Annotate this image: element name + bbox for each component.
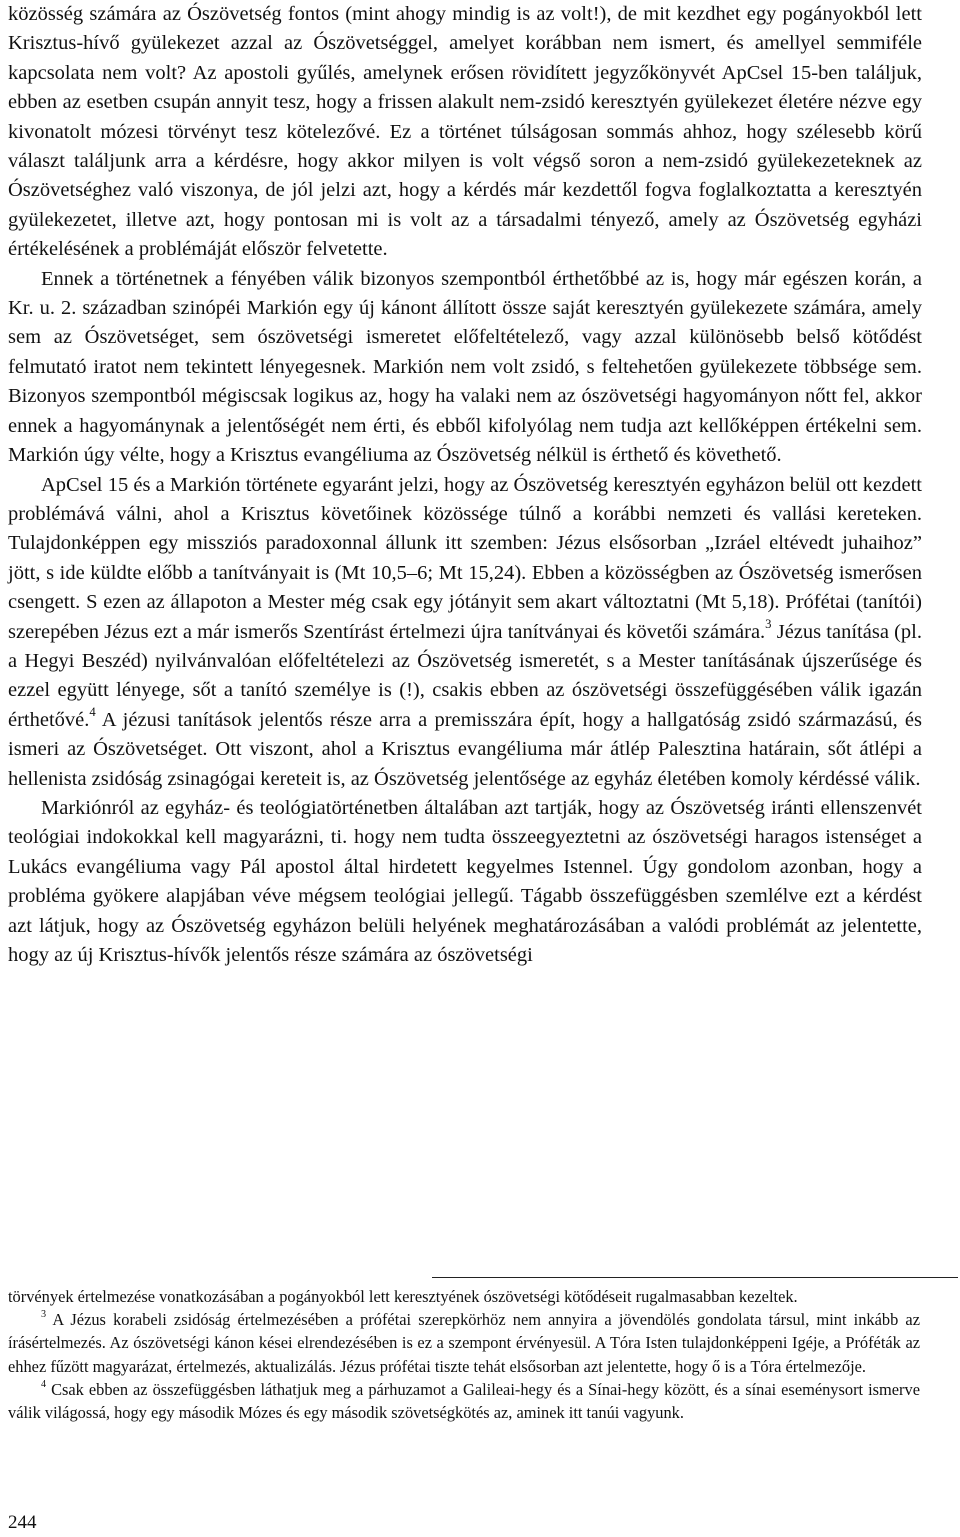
- footnotes: [8, 1285, 920, 1424]
- footnote-3: [8, 1308, 920, 1378]
- paragraph-4: Markiónról az egyház- és teológiatörténetben általában azt tartják, hogy az Ószövetség iránti ellenszenvét teológiai indokokkal kell magyarázni, ti. hogy nem tudta összeegyeztetni az ószövetségi haragos istenséget a Lukács evangéliuma vagy Pál apostol által hirdetett kegyelmes Istennel. Úgy gondolom azonban, hogy a probléma gyökere alapjában véve mégsem teológiai jellegű. Tágabb összefüggésben szemlélve ezt a kérdést azt látjuk, hogy az Ószövetség egyházon belüli helyének meghatározásában a valódi problémát az jelentette, hogy az új Krisztus-hívők jelentős része számára az ószövetségi: [8, 796, 922, 966]
- footnote-4-text: Csak ebben az összefüggésben láthatjuk meg a párhuzamot a Galileai-hegy és a Sínai-hegy között, és a sínai eseménysort ismerve válik világossá, hogy egy második Mózes és egy második szövetségkötés az, aminek itt tanúi vagyunk.: [8, 1379, 920, 1423]
- paragraph-2: Ennek a történetnek a fényében válik bizonyos szempontból érthetőbbé az is, hogy már egészen korán, a Kr. u. 2. században szinópéi Markión egy új kánont állított össze saját keresztyén gyülekezete számára, amely sem az Ószövetséget, sem ószövetségi ismeretet előfeltételező, vagy azzal különösebb belső kötődést felmutató iratot nem tekintett lényegesnek. Markión nem volt zsidó, s feltehetően gyülekezete többsége sem. Bizonyos szempontból mégiscsak logikus az, hogy ha valaki nem az ószövetségi hagyományon nőtt fel, akkor ennek a hagyománynak a jelentőségét nem érti, és ebből kifolyólag nem tudja azt kellőképpen értékelni sem. Markión úgy vélte, hogy a Krisztus evangéliuma az Ószövetség nélkül is érthető és követhető.: [8, 267, 922, 467]
- page-number: 244: [8, 1512, 37, 1533]
- paragraph-3-part-1: ApCsel 15 és a Markión története egyaránt jelzi, hogy az Ószövetség keresztyén egyházon belül ott kezdett problémává válni, ahol a Krisztus követőinek közössége túlnő a korábbi nemzeti és vallási kereteken. Tulajdonképpen egy missziós paradoxonnal állunk itt szemben: Jézus elsősorban „Izráel eltévedt juhaihoz” jött, s ide küldte előbb a tanítványait is (Mt 10,5–6; Mt 15,24). Ebben a közösségben az Ószövetség ismerősen csengett. S ezen az állapoton a Mester még csak egy jótányit sem akart változtatni (Mt 5,18). Prófétai (tanítói) szerepében Jézus ezt a már ismerős Szentírást értelmezi újra tanítványai és követői számára.: [8, 473, 922, 643]
- footnote-ref-4[interactable]: 4: [89, 705, 96, 720]
- footnote-3-text: A Jézus korabeli zsidóság értelmezésében a prófétai szerepkörhöz nem annyira a jövendölés gondolata társul, mint inkább az írásértelmezés. Az ószövetségi kánon kései elrendezésében is ez a szempont érvényesül. A Tóra Isten tulajdonképpeni Igéje, a Próféták az ehhez fűzött magyarázat, értelmezés, aktualizálás. Jézus prófétai tiszte tehát elsősorban azt jelentette, hogy ő is a Tóra értelmezője.: [8, 1310, 920, 1376]
- footnote-ref-3[interactable]: 3: [765, 616, 772, 631]
- paragraph-3-part-3: A jézusi tanítások jelentős része arra a premisszára épít, hogy a hallgatóság zsidó származású, és ismeri az Ószövetséget. Ott viszont, ahol a Krisztus evangéliuma már átlép Palesztina határain, sőt átlépi a hellenista zsidóság zsinagógai kereteit is, az Ószövetség jelentősége az egyház életében komoly kérdéssé válik.: [8, 708, 922, 790]
- body-text: [8, 0, 922, 970]
- paragraph-3-part-2: Jézus tanítása (pl. a Hegyi Beszéd) nyilvánvalóan előfeltételezi az Ószövetség ismeretét, s a Mester tanításának újszerűsége és ezzel együtt lényege, sőt a tanító személye is (!), csakis ebben az ószövetségi összefüggésében válik igazán érthetővé.: [8, 620, 922, 731]
- paragraph-1: közösség számára az Ószövetség fontos (mint ahogy mindig is az volt!), de mit kezdhet egy pogányokból lett Krisztus-hívő gyülekezet azzal az Ószövetséggel, amelyet korábban nem ismert, és amellyel semmiféle kapcsolata nem volt? Az apostoli gyűlés, amelynek erősen rövidített jegyzőkönyvét ApCsel 15-ben találjuk, ebben az esetben csupán annyit tesz, hogy a frissen alakult nem-zsidó keresztyén gyülekezet életére nézve egy kivonatolt mózesi törvényt tesz kötelezővé. Ez a történet túlságosan sommás ahhoz, hogy szélesebb körű választ találjunk arra a kérdésre, hogy akkor milyen is volt végső soron a nem-zsidó gyülekezeteknek az Ószövetséghez való viszonya, de jól jelzi azt, hogy a kérdés már kezdettől fogva foglalkoztatta a keresztyén gyülekezetet, illetve azt, hogy pontosan mi is volt az a társadalmi tényező, amely az Ószövetség egyházi értékelésének a problémáját először felvetette.: [8, 3, 922, 261]
- footnote-4: [8, 1378, 920, 1424]
- footnote-4-number: 4: [41, 1378, 47, 1390]
- footnote-separator: [432, 1277, 958, 1278]
- footnote-3-number: 3: [41, 1309, 47, 1321]
- paragraph-3: [8, 471, 922, 794]
- footnote-continued: törvények értelmezése vonatkozásában a pogányokból lett keresztyének ószövetségi kötődéseit rugalmasabban kezeltek.: [8, 1287, 798, 1306]
